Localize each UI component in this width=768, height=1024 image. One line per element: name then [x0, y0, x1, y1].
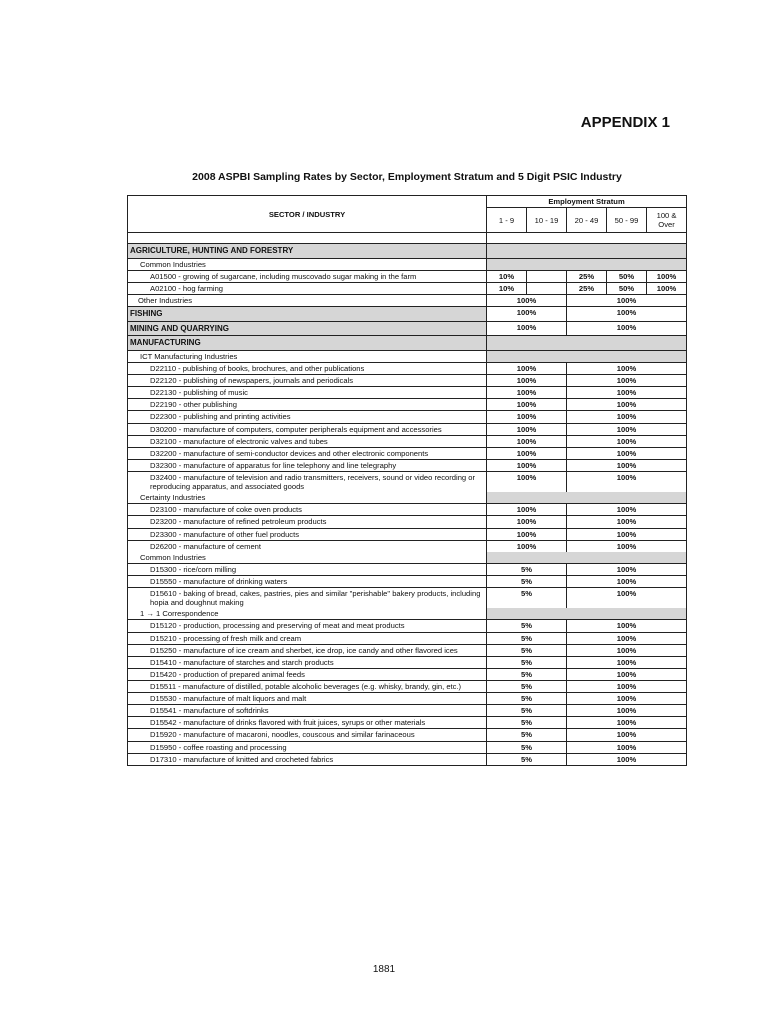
industry-row: [128, 270, 687, 282]
industry-label: A01500 - growing of sugarcane, including muscovado sugar making in the farm: [128, 270, 487, 282]
rate-low-strata: 100%: [487, 399, 567, 411]
industry-label: D17310 - manufacture of knitted and crocheted fabrics: [128, 753, 487, 765]
column-header: 20 - 49: [567, 208, 607, 233]
sector-rate-cell: [487, 244, 687, 259]
rate-high-strata: 100%: [567, 295, 687, 307]
industry-label: D32100 - manufacture of electronic valves and tubes: [128, 435, 487, 447]
rate-low-strata: 100%: [487, 504, 567, 516]
group-rate-cell: [487, 258, 687, 270]
industry-label: D15511 - manufacture of distilled, potable alcoholic beverages (e.g. whisky, brandy, gin, etc.): [128, 680, 487, 692]
rate-low-strata: 100%: [487, 423, 567, 435]
industry-label: D15542 - manufacture of drinks flavored with fruit juices, syrups or other materials: [128, 717, 487, 729]
group-rate-cell: [487, 492, 687, 504]
rate-high-strata: 100%: [567, 435, 687, 447]
rate-high-strata: 100%: [567, 375, 687, 387]
industry-label: D22130 - publishing of music: [128, 387, 487, 399]
rate-low-strata: 100%: [487, 472, 567, 493]
rate-high-strata: 100%: [567, 729, 687, 741]
group-row: [128, 492, 687, 504]
industry-row: [128, 295, 687, 307]
page-number: 1881: [372, 964, 396, 975]
sector-industry-header: SECTOR / INDUSTRY: [128, 196, 487, 233]
industry-label: D15300 - rice/corn milling: [128, 563, 487, 575]
sector-label: AGRICULTURE, HUNTING AND FORESTRY: [128, 244, 487, 259]
rate-low-strata: 5%: [487, 717, 567, 729]
rate-high-strata: 100%: [567, 680, 687, 692]
rate-high-strata: 100%: [567, 363, 687, 375]
rate-low-strata: 100%: [487, 528, 567, 540]
rate-high-strata: 100%: [567, 741, 687, 753]
rate-high-strata: 100%: [567, 717, 687, 729]
industry-label: D15210 - processing of fresh milk and cream: [128, 632, 487, 644]
rate-high-strata: 100%: [567, 528, 687, 540]
employment-stratum-header: Employment Stratum: [487, 196, 687, 208]
rate-high-strata: 100%: [567, 399, 687, 411]
rate-high-strata: 100%: [567, 563, 687, 575]
rate-high-strata: 100%: [567, 656, 687, 668]
rate-low-strata: 5%: [487, 620, 567, 632]
rate-low-strata: 100%: [487, 540, 567, 552]
rate-low-strata: 5%: [487, 563, 567, 575]
rate-low-strata: 100%: [487, 375, 567, 387]
sector-label: FISHING: [128, 307, 487, 322]
industry-row: [128, 459, 687, 471]
industry-label: D15530 - manufacture of malt liquors and malt: [128, 693, 487, 705]
industry-row: [128, 620, 687, 632]
sector-label: MANUFACTURING: [128, 336, 487, 351]
rate-high-strata: 100%: [567, 632, 687, 644]
group-label: Certainty Industries: [128, 492, 487, 504]
rate-high-strata: 100%: [567, 668, 687, 680]
industry-row: [128, 435, 687, 447]
industry-label: D15410 - manufacture of starches and starch products: [128, 656, 487, 668]
sector-row: [128, 307, 687, 322]
industry-label: D32400 - manufacture of television and radio transmitters, receivers, sound or video recording or reproducing apparatus, and associated goods: [128, 472, 487, 493]
industry-row: [128, 516, 687, 528]
rate-low-strata: 100%: [487, 411, 567, 423]
industry-label: D15120 - production, processing and preserving of meat and meat products: [128, 620, 487, 632]
group-row: [128, 258, 687, 270]
industry-label: D22190 - other publishing: [128, 399, 487, 411]
industry-row: [128, 282, 687, 294]
rate-high-strata: 100%: [567, 307, 687, 322]
group-label: Common Industries: [128, 258, 487, 270]
industry-label: D15420 - production of prepared animal feeds: [128, 668, 487, 680]
industry-row: [128, 741, 687, 753]
rate-high-strata: 100%: [567, 644, 687, 656]
group-label: 1 → 1 Correspondence: [128, 608, 487, 620]
industry-label: D23100 - manufacture of coke oven products: [128, 504, 487, 516]
industry-label: D15950 - coffee roasting and processing: [128, 741, 487, 753]
industry-label: D22120 - publishing of newspapers, journals and periodicals: [128, 375, 487, 387]
rate-low-strata: 5%: [487, 644, 567, 656]
rate-cell: [527, 282, 567, 294]
industry-label: D22110 - publishing of books, brochures, and other publications: [128, 363, 487, 375]
industry-label: A02100 - hog farming: [128, 282, 487, 294]
industry-row: [128, 447, 687, 459]
group-row: [128, 350, 687, 362]
industry-row: [128, 411, 687, 423]
industry-label: D15541 - manufacture of softdrinks: [128, 705, 487, 717]
rate-high-strata: 100%: [567, 516, 687, 528]
rate-low-strata: 100%: [487, 435, 567, 447]
industry-label: D15610 - baking of bread, cakes, pastries, pies and similar "perishable" bakery products, including hopia and doughnut making: [128, 588, 487, 609]
rate-high-strata: 100%: [567, 620, 687, 632]
rate-high-strata: 100%: [567, 753, 687, 765]
rate-cell: 25%: [567, 270, 607, 282]
rate-cell: 50%: [607, 270, 647, 282]
rate-low-strata: 5%: [487, 693, 567, 705]
rate-high-strata: 100%: [567, 387, 687, 399]
rate-low-strata: 5%: [487, 753, 567, 765]
industry-row: [128, 693, 687, 705]
rate-low-strata: 5%: [487, 588, 567, 609]
header-spacer-row: [128, 233, 687, 244]
industry-label: D15550 - manufacture of drinking waters: [128, 576, 487, 588]
rate-cell: [527, 270, 567, 282]
rate-low-strata: 5%: [487, 576, 567, 588]
industry-row: [128, 528, 687, 540]
rate-low-strata: 100%: [487, 447, 567, 459]
rate-low-strata: 100%: [487, 387, 567, 399]
sector-rate-cell: [487, 336, 687, 351]
industry-row: [128, 644, 687, 656]
rate-high-strata: 100%: [567, 588, 687, 609]
sector-row: [128, 336, 687, 351]
rate-low-strata: 5%: [487, 680, 567, 692]
rate-high-strata: 100%: [567, 472, 687, 493]
table-title: 2008 ASPBI Sampling Rates by Sector, Employment Stratum and 5 Digit PSIC Industry: [192, 171, 622, 183]
industry-row: [128, 717, 687, 729]
sector-row: [128, 244, 687, 259]
rate-high-strata: 100%: [567, 693, 687, 705]
rate-high-strata: 100%: [567, 423, 687, 435]
rate-cell: 10%: [487, 270, 527, 282]
industry-row: [128, 563, 687, 575]
industry-row: [128, 729, 687, 741]
industry-row: [128, 363, 687, 375]
rate-high-strata: 100%: [567, 411, 687, 423]
rate-cell: 100%: [647, 270, 687, 282]
industry-label: D32300 - manufacture of apparatus for line telephony and line telegraphy: [128, 459, 487, 471]
industry-label: D30200 - manufacture of computers, computer peripherals equipment and accessories: [128, 423, 487, 435]
rate-high-strata: 100%: [567, 321, 687, 336]
rate-high-strata: 100%: [567, 540, 687, 552]
group-rate-cell: [487, 552, 687, 564]
rate-low-strata: 5%: [487, 656, 567, 668]
rate-low-strata: 5%: [487, 668, 567, 680]
rate-high-strata: 100%: [567, 447, 687, 459]
sampling-rates-table: [127, 195, 687, 766]
group-label: Common Industries: [128, 552, 487, 564]
rate-low-strata: 5%: [487, 729, 567, 741]
industry-label: D32200 - manufacture of semi-conductor devices and other electronic components: [128, 447, 487, 459]
rate-high-strata: 100%: [567, 504, 687, 516]
column-header: 100 & Over: [647, 208, 687, 233]
industry-row: [128, 668, 687, 680]
group-rate-cell: [487, 608, 687, 620]
industry-row: [128, 423, 687, 435]
rate-cell: 10%: [487, 282, 527, 294]
industry-row: [128, 680, 687, 692]
industry-row: [128, 753, 687, 765]
industry-row: [128, 705, 687, 717]
industry-label: D26200 - manufacture of cement: [128, 540, 487, 552]
industry-row: [128, 656, 687, 668]
rate-low-strata: 100%: [487, 307, 567, 322]
rate-low-strata: 5%: [487, 705, 567, 717]
rate-cell: 100%: [647, 282, 687, 294]
industry-label: D23200 - manufacture of refined petroleum products: [128, 516, 487, 528]
industry-row: [128, 472, 687, 493]
rate-low-strata: 100%: [487, 459, 567, 471]
industry-row: [128, 399, 687, 411]
industry-row: [128, 588, 687, 609]
rate-low-strata: 100%: [487, 321, 567, 336]
industry-label: Other Industries: [128, 295, 487, 307]
industry-row: [128, 504, 687, 516]
rate-high-strata: 100%: [567, 459, 687, 471]
rate-cell: 50%: [607, 282, 647, 294]
industry-label: D15920 - manufacture of macaroni, noodles, couscous and similar farinaceous: [128, 729, 487, 741]
header-row-stratum: [128, 196, 687, 208]
industry-row: [128, 540, 687, 552]
industry-row: [128, 632, 687, 644]
rate-high-strata: 100%: [567, 705, 687, 717]
group-row: [128, 608, 687, 620]
rate-low-strata: 100%: [487, 295, 567, 307]
industry-label: D15250 - manufacture of ice cream and sherbet, ice drop, ice candy and other flavored ices: [128, 644, 487, 656]
industry-row: [128, 387, 687, 399]
column-header: 1 - 9: [487, 208, 527, 233]
column-header: 10 - 19: [527, 208, 567, 233]
rate-high-strata: 100%: [567, 576, 687, 588]
rate-low-strata: 5%: [487, 632, 567, 644]
column-header: 50 - 99: [607, 208, 647, 233]
group-row: [128, 552, 687, 564]
industry-row: [128, 375, 687, 387]
group-label: ICT Manufacturing Industries: [128, 350, 487, 362]
group-rate-cell: [487, 350, 687, 362]
rate-cell: 25%: [567, 282, 607, 294]
sector-row: [128, 321, 687, 336]
industry-row: [128, 576, 687, 588]
appendix-label: APPENDIX 1: [580, 114, 670, 131]
rate-low-strata: 100%: [487, 516, 567, 528]
rate-low-strata: 5%: [487, 741, 567, 753]
sector-label: MINING AND QUARRYING: [128, 321, 487, 336]
industry-label: D22300 - publishing and printing activities: [128, 411, 487, 423]
industry-label: D23300 - manufacture of other fuel products: [128, 528, 487, 540]
rate-low-strata: 100%: [487, 363, 567, 375]
